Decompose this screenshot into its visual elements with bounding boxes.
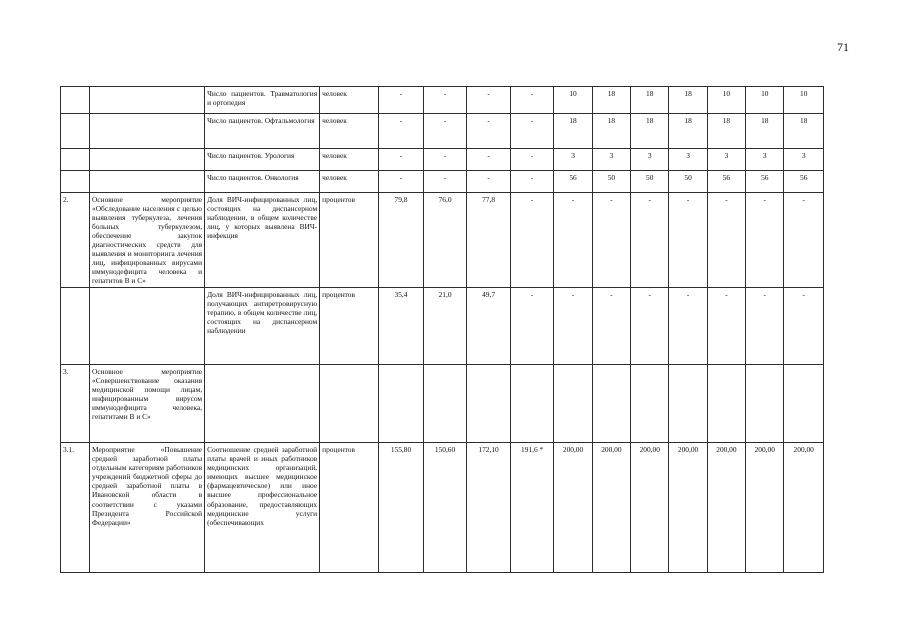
value-cell: 10 — [746, 87, 784, 114]
event-cell: Основное мероприятие «Обследование населения с целью выявления туберкулеза, лечения больных туберкулезом, обеспечение закупок диагностических средств для выявления и мониторинга лечения лиц, инфицированных вирусами иммунодефицита человека и гепатитов В и С» — [90, 193, 205, 288]
value-cell: 200,00 — [746, 443, 784, 573]
value-cell: 3 — [669, 149, 707, 171]
value-cell: - — [784, 288, 824, 365]
value-cell — [592, 365, 630, 443]
row-number-cell — [61, 114, 90, 149]
value-cell: 10 — [554, 87, 592, 114]
value-cell — [746, 365, 784, 443]
value-cell: 50 — [669, 171, 707, 193]
value-cell: - — [510, 114, 554, 149]
table-row — [61, 288, 824, 365]
indicator-cell: Доля ВИЧ-инфицированных лиц, получающих антиретровирусную терапию, в общем количестве лиц, состоящих на диспансерном наблюдении — [205, 288, 320, 365]
event-cell — [90, 288, 205, 365]
value-cell: - — [631, 193, 669, 288]
indicator-cell: Доля ВИЧ-инфицированных лиц, состоящих на диспансерном наблюдении, в общем количестве лиц, у которых выявлена ВИЧ-инфекция — [205, 193, 320, 288]
value-cell: 77,8 — [467, 193, 511, 288]
value-cell: - — [746, 288, 784, 365]
value-cell: 50 — [592, 171, 630, 193]
unit-cell: процентов — [320, 288, 379, 365]
value-cell: - — [510, 288, 554, 365]
value-cell — [379, 365, 424, 443]
value-cell: - — [707, 193, 745, 288]
value-cell: - — [554, 193, 592, 288]
table-row — [61, 365, 824, 443]
indicator-cell: Число пациентов. Офтальмология — [205, 114, 320, 149]
value-cell: 10 — [784, 87, 824, 114]
value-cell: - — [467, 114, 511, 149]
value-cell: 56 — [554, 171, 592, 193]
value-cell — [707, 365, 745, 443]
value-cell: 50 — [631, 171, 669, 193]
value-cell: - — [379, 149, 424, 171]
unit-cell — [320, 365, 379, 443]
value-cell: 200,00 — [784, 443, 824, 573]
value-cell: - — [510, 171, 554, 193]
unit-cell: процентов — [320, 193, 379, 288]
value-cell: - — [467, 171, 511, 193]
value-cell: 191,6 * — [510, 443, 554, 573]
value-cell: 18 — [554, 114, 592, 149]
row-number-cell: 3.1. — [61, 443, 90, 573]
event-cell — [90, 87, 205, 114]
indicator-cell: Число пациентов. Травматология и ортопедия — [205, 87, 320, 114]
unit-cell: человек — [320, 171, 379, 193]
value-cell: 18 — [592, 87, 630, 114]
unit-cell: человек — [320, 114, 379, 149]
table-row — [61, 114, 824, 149]
value-cell: - — [423, 149, 467, 171]
value-cell: - — [379, 114, 424, 149]
page-number: 71 — [837, 40, 849, 54]
value-cell: 150,60 — [423, 443, 467, 573]
row-number-cell — [61, 171, 90, 193]
value-cell: 200,00 — [669, 443, 707, 573]
event-cell — [90, 149, 205, 171]
value-cell: 56 — [746, 171, 784, 193]
value-cell: 3 — [631, 149, 669, 171]
event-cell: Основное мероприятие «Совершенствование оказания медицинской помощи лицам, инфицированным вирусом иммунодефицита человека, гепатитами В и С» — [90, 365, 205, 443]
value-cell: - — [423, 87, 467, 114]
indicator-cell: Число пациентов. Онкология — [205, 171, 320, 193]
value-cell: 18 — [631, 87, 669, 114]
value-cell: 3 — [707, 149, 745, 171]
value-cell: 3 — [592, 149, 630, 171]
value-cell: - — [510, 193, 554, 288]
table-row — [61, 171, 824, 193]
row-number-cell — [61, 87, 90, 114]
value-cell — [467, 365, 511, 443]
event-cell — [90, 114, 205, 149]
value-cell: 18 — [707, 114, 745, 149]
indicator-cell — [205, 365, 320, 443]
table-row — [61, 443, 824, 573]
value-cell: 3 — [784, 149, 824, 171]
value-cell: - — [379, 171, 424, 193]
value-cell: - — [631, 288, 669, 365]
value-cell: 56 — [707, 171, 745, 193]
value-cell: 200,00 — [592, 443, 630, 573]
indicator-cell: Соотношение средней заработной платы врачей и иных работников медицинских организаций, имеющих высшее медицинское (фармацевтическое) или иное высшее профессиональное образование, предоставляющих медицинские услуги (обеспечивающих — [205, 443, 320, 573]
event-cell: Мероприятие «Повышение средней заработной платы отдельным категориям работников учреждений бюджетной сферы до средней заработной платы в Ивановской области в соответствии с указами Президента Российской Федерации» — [90, 443, 205, 573]
value-cell: 35,4 — [379, 288, 424, 365]
value-cell: 18 — [746, 114, 784, 149]
indicator-cell: Число пациентов. Урология — [205, 149, 320, 171]
value-cell: - — [423, 114, 467, 149]
value-cell: - — [746, 193, 784, 288]
value-cell: 56 — [784, 171, 824, 193]
indicators-table — [60, 86, 824, 573]
value-cell: - — [592, 288, 630, 365]
value-cell: - — [423, 171, 467, 193]
value-cell: 49,7 — [467, 288, 511, 365]
value-cell: 18 — [669, 114, 707, 149]
unit-cell: человек — [320, 87, 379, 114]
row-number-cell: 3. — [61, 365, 90, 443]
value-cell: - — [784, 193, 824, 288]
value-cell — [784, 365, 824, 443]
value-cell — [423, 365, 467, 443]
row-number-cell: 2. — [61, 193, 90, 288]
event-cell — [90, 171, 205, 193]
value-cell — [510, 365, 554, 443]
value-cell: 3 — [746, 149, 784, 171]
row-number-cell — [61, 149, 90, 171]
value-cell: 18 — [631, 114, 669, 149]
value-cell: 21,0 — [423, 288, 467, 365]
value-cell — [554, 365, 592, 443]
value-cell: - — [467, 87, 511, 114]
value-cell: - — [510, 149, 554, 171]
row-number-cell — [61, 288, 90, 365]
value-cell: 200,00 — [707, 443, 745, 573]
value-cell: - — [669, 193, 707, 288]
unit-cell: процентов — [320, 443, 379, 573]
value-cell — [631, 365, 669, 443]
value-cell — [669, 365, 707, 443]
table-row — [61, 87, 824, 114]
value-cell: 18 — [784, 114, 824, 149]
value-cell: 10 — [707, 87, 745, 114]
value-cell: 18 — [592, 114, 630, 149]
value-cell: - — [379, 87, 424, 114]
value-cell: 79,8 — [379, 193, 424, 288]
value-cell: 155,80 — [379, 443, 424, 573]
value-cell: - — [592, 193, 630, 288]
value-cell: 3 — [554, 149, 592, 171]
value-cell: - — [510, 87, 554, 114]
value-cell: - — [554, 288, 592, 365]
table-row — [61, 149, 824, 171]
value-cell: 76,0 — [423, 193, 467, 288]
value-cell: 172,10 — [467, 443, 511, 573]
value-cell: - — [467, 149, 511, 171]
value-cell: 200,00 — [631, 443, 669, 573]
table-row — [61, 193, 824, 288]
value-cell: - — [707, 288, 745, 365]
value-cell: 200,00 — [554, 443, 592, 573]
value-cell: - — [669, 288, 707, 365]
unit-cell: человек — [320, 149, 379, 171]
value-cell: 18 — [669, 87, 707, 114]
